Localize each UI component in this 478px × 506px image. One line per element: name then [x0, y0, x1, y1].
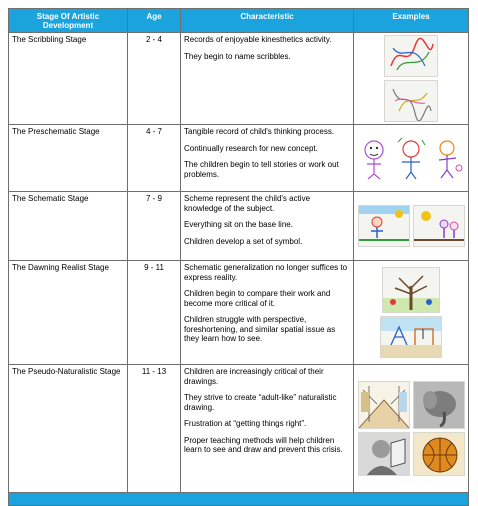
- stage-characteristics: [181, 192, 354, 261]
- stage-name: The Pseudo-Naturalistic Stage: [9, 365, 128, 493]
- stages-table-page: [8, 8, 468, 506]
- baseline-drawing-image: [413, 205, 465, 247]
- header-examples: Examples: [354, 9, 469, 33]
- basketball-drawing-image: [413, 432, 465, 476]
- characteristic-item: Children are increasingly critical of their drawings.: [184, 367, 324, 386]
- characteristic-item: Scheme represent the child's active knowledge of the subject.: [184, 194, 311, 213]
- stage-age: 9 - 11: [128, 261, 181, 365]
- stage-name: The Dawning Realist Stage: [9, 261, 128, 365]
- characteristic-item: Proper teaching methods will help children learn to see and draw and prevent this crisis.: [184, 435, 343, 454]
- characteristic-item: The children begin to tell stories or work out problems.: [184, 160, 339, 179]
- characteristic-item: They begin to name scribbles.: [184, 51, 291, 61]
- portrait-pencil-drawing-image: [358, 432, 410, 476]
- artistic-development-table: [8, 8, 469, 506]
- stage-characteristics: [181, 33, 354, 125]
- characteristic-item: Continually research for new concept.: [184, 143, 318, 153]
- characteristic-item: Everything sit on the base line.: [184, 220, 293, 229]
- stage-examples: [354, 261, 469, 365]
- header-characteristic: Characteristic: [181, 9, 354, 33]
- characteristic-item: Tangible record of child's thinking process.: [184, 127, 335, 136]
- stage-characteristics: [181, 365, 354, 493]
- characteristic-item: Schematic generalization no longer suffices to express reality.: [184, 263, 348, 282]
- stage-age: 7 - 9: [128, 192, 181, 261]
- header-stage: Stage Of Artistic Development: [9, 9, 128, 33]
- playground-drawing-image: [380, 316, 442, 358]
- stage-name: The Preschematic Stage: [9, 125, 128, 192]
- baseline-drawing-image: [358, 205, 410, 247]
- stage-name: The Scribbling Stage: [9, 33, 128, 125]
- tree-scene-drawing-image: [382, 267, 440, 313]
- table-footer-band: [9, 493, 469, 506]
- figure-drawing-image: [357, 136, 391, 180]
- table-row: [9, 192, 469, 261]
- characteristic-item: Children begin to compare their work and become more critical of it.: [184, 289, 331, 308]
- stage-age: 4 - 7: [128, 125, 181, 192]
- characteristic-item: Frustration at “getting things right”.: [184, 419, 307, 428]
- scribble-drawing-image: [384, 80, 438, 122]
- table-header-row: [9, 9, 469, 33]
- table-row: [9, 365, 469, 493]
- stage-characteristics: [181, 261, 354, 365]
- stage-examples: [354, 192, 469, 261]
- characteristic-item: They strive to create “adult-like” naturalistic drawing.: [184, 393, 337, 412]
- elephant-pencil-drawing-image: [413, 381, 465, 429]
- stage-name: The Schematic Stage: [9, 192, 128, 261]
- table-row: [9, 33, 469, 125]
- stage-examples: [354, 33, 469, 125]
- table-row: [9, 125, 469, 192]
- characteristic-item: Records of enjoyable kinesthetics activity.: [184, 35, 332, 44]
- stage-age: 2 - 4: [128, 33, 181, 125]
- characteristic-item: Children develop a set of symbol.: [184, 236, 303, 246]
- table-row: [9, 261, 469, 365]
- stage-examples: [354, 125, 469, 192]
- perspective-street-drawing-image: [358, 381, 410, 429]
- stage-characteristics: [181, 125, 354, 192]
- figure-drawing-image: [431, 136, 465, 180]
- characteristic-item: Children struggle with perspective, foreshortening, and similar spatial issue as they learn how to see.: [184, 315, 336, 343]
- figure-drawing-image: [394, 136, 428, 180]
- stage-examples: [354, 365, 469, 493]
- header-age: Age: [128, 9, 181, 33]
- stage-age: 11 - 13: [128, 365, 181, 493]
- footer-bar: [9, 493, 469, 506]
- scribble-drawing-image: [384, 35, 438, 77]
